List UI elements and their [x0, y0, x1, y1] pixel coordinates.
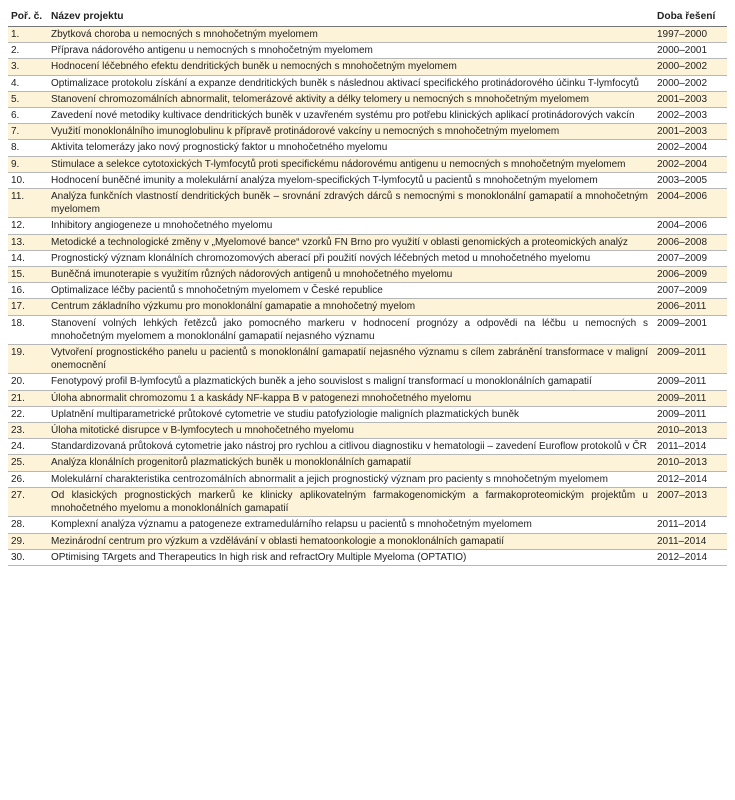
- project-duration: 2006–2009: [654, 267, 727, 283]
- project-name: Od klasických prognostických markerů ke klinicky aplikovatelným farmakogenomickým a farmakoproteomickým projektům u mnohočetného myelomu a monoklonálních gamapatií: [48, 487, 654, 516]
- project-name: Molekulární charakteristika centrozomálních abnormalit a jejich prognostický význam pro pacienty s mnohočetným myelomem: [48, 471, 654, 487]
- project-duration: 2000–2002: [654, 75, 727, 91]
- project-name: Aktivita telomerázy jako nový prognostický faktor u mnohočetného myelomu: [48, 140, 654, 156]
- project-duration: 2007–2009: [654, 250, 727, 266]
- project-name: Inhibitory angiogeneze u mnohočetného myelomu: [48, 218, 654, 234]
- project-name: Uplatnění multiparametrické průtokové cytometrie ve studiu patofyziologie maligních plazmatických buněk: [48, 406, 654, 422]
- header-project-name: Název projektu: [48, 7, 654, 27]
- row-number: 25.: [8, 455, 48, 471]
- project-name: Buněčná imunoterapie s využitím různých nádorových antigenů u mnohočetného myelomu: [48, 267, 654, 283]
- project-name: Metodické a technologické změny v „Myelomové bance“ vzorků FN Brno pro využití v oblasti genomických a proteomických analýz: [48, 234, 654, 250]
- project-name: Analýza funkčních vlastností dendritických buněk – srovnání zdravých dárců s nemocnými s monoklonální gamapatií a mnohočetným myelomem: [48, 189, 654, 218]
- project-name: Fenotypový profil B-lymfocytů a plazmatických buněk a jeho souvislost s maligní transformací u monoklonálních gamapatií: [48, 374, 654, 390]
- project-name: Zbytková choroba u nemocných s mnohočetným myelomem: [48, 27, 654, 43]
- project-duration: 2009–2001: [654, 315, 727, 344]
- row-number: 29.: [8, 533, 48, 549]
- table-row: [8, 423, 727, 439]
- row-number: 2.: [8, 43, 48, 59]
- table-row: [8, 517, 727, 533]
- table-row: [8, 299, 727, 315]
- project-duration: 2004–2006: [654, 218, 727, 234]
- project-duration: 2009–2011: [654, 345, 727, 374]
- table-header-row: [8, 7, 727, 27]
- project-name: Hodnocení léčebného efektu dendritických buněk u nemocných s mnohočetným myelomem: [48, 59, 654, 75]
- project-duration: 2000–2002: [654, 59, 727, 75]
- project-duration: 2011–2014: [654, 517, 727, 533]
- project-duration: 2012–2014: [654, 471, 727, 487]
- table-row: [8, 75, 727, 91]
- project-duration: 2009–2011: [654, 374, 727, 390]
- project-name: Analýza klonálních progenitorů plazmatických buněk u monoklonálních gamapatií: [48, 455, 654, 471]
- project-duration: 2011–2014: [654, 439, 727, 455]
- row-number: 7.: [8, 124, 48, 140]
- project-name: Vytvoření prognostického panelu u pacientů s monoklonální gamapatií nejasného významu s cílem zabránění transformace v maligní onemocnění: [48, 345, 654, 374]
- project-name: Stanovení chromozomálních abnormalit, telomerázové aktivity a délky telomery u nemocných s mnohočetným myelomem: [48, 91, 654, 107]
- row-number: 5.: [8, 91, 48, 107]
- table-row: [8, 471, 727, 487]
- project-duration: 2007–2013: [654, 487, 727, 516]
- row-number: 8.: [8, 140, 48, 156]
- row-number: 13.: [8, 234, 48, 250]
- table-row: [8, 390, 727, 406]
- table-row: [8, 124, 727, 140]
- table-row: [8, 27, 727, 43]
- table-row: [8, 315, 727, 344]
- table-row: [8, 59, 727, 75]
- row-number: 1.: [8, 27, 48, 43]
- row-number: 3.: [8, 59, 48, 75]
- row-number: 16.: [8, 283, 48, 299]
- row-number: 20.: [8, 374, 48, 390]
- table-row: [8, 487, 727, 516]
- row-number: 10.: [8, 172, 48, 188]
- project-duration: 2009–2011: [654, 390, 727, 406]
- header-number: Poř. č.: [8, 7, 48, 27]
- row-number: 21.: [8, 390, 48, 406]
- project-name: Úloha abnormalit chromozomu 1 a kaskády NF-kappa B v patogenezi mnohočetného myelomu: [48, 390, 654, 406]
- project-duration: 2002–2003: [654, 108, 727, 124]
- row-number: 12.: [8, 218, 48, 234]
- project-duration: 2002–2004: [654, 156, 727, 172]
- project-duration: 2000–2001: [654, 43, 727, 59]
- table-row: [8, 374, 727, 390]
- table-row: [8, 455, 727, 471]
- project-name: Zavedení nové metodiky kultivace dendritických buněk v uzavřeném systému pro potřebu klinických aplikací protinádorových vakcín: [48, 108, 654, 124]
- table-row: [8, 156, 727, 172]
- row-number: 9.: [8, 156, 48, 172]
- project-duration: 2002–2004: [654, 140, 727, 156]
- table-row: [8, 250, 727, 266]
- table-row: [8, 91, 727, 107]
- project-name: Komplexní analýza významu a patogeneze extramedulárního relapsu u pacientů s mnohočetným myelomem: [48, 517, 654, 533]
- project-duration: 2001–2003: [654, 91, 727, 107]
- table-row: [8, 345, 727, 374]
- project-name: Úloha mitotické disrupce v B-lymfocytech u mnohočetného myelomu: [48, 423, 654, 439]
- table-row: [8, 218, 727, 234]
- project-name: Standardizovaná průtoková cytometrie jako nástroj pro rychlou a citlivou diagnostiku v hematologii – zavedení Euroflow protokolů v ČR: [48, 439, 654, 455]
- table-row: [8, 172, 727, 188]
- project-name: Využití monoklonálního imunoglobulinu k přípravě protinádorové vakcíny u nemocných s mnohočetným myelomem: [48, 124, 654, 140]
- project-name: Optimalizace léčby pacientů s mnohočetným myelomem v České republice: [48, 283, 654, 299]
- row-number: 28.: [8, 517, 48, 533]
- row-number: 17.: [8, 299, 48, 315]
- row-number: 27.: [8, 487, 48, 516]
- project-name: Stanovení volných lehkých řetězců jako pomocného markeru v hodnocení prognózy a odpovědi na léčbu u nemocných s mnohočetným myelomem a monoklonální gamapatií nejasného významu: [48, 315, 654, 344]
- table-row: [8, 234, 727, 250]
- row-number: 18.: [8, 315, 48, 344]
- project-duration: 2011–2014: [654, 533, 727, 549]
- row-number: 19.: [8, 345, 48, 374]
- project-name: OPtimising TArgets and Therapeutics In high risk and refractOry Multiple Myeloma (OPTATIO): [48, 549, 654, 565]
- table-row: [8, 267, 727, 283]
- row-number: 24.: [8, 439, 48, 455]
- project-duration: 2004–2006: [654, 189, 727, 218]
- table-row: [8, 140, 727, 156]
- project-name: Mezinárodní centrum pro výzkum a vzdělávání v oblasti hematoonkologie a monoklonálních gamapatií: [48, 533, 654, 549]
- project-name: Stimulace a selekce cytotoxických T-lymfocytů proti specifickému nádorovému antigenu u nemocných s mnohočetným myelomem: [48, 156, 654, 172]
- table-row: [8, 406, 727, 422]
- project-duration: 2003–2005: [654, 172, 727, 188]
- table-row: [8, 283, 727, 299]
- row-number: 30.: [8, 549, 48, 565]
- row-number: 15.: [8, 267, 48, 283]
- row-number: 11.: [8, 189, 48, 218]
- project-duration: 2012–2014: [654, 549, 727, 565]
- table-row: [8, 108, 727, 124]
- table-row: [8, 549, 727, 565]
- table-row: [8, 189, 727, 218]
- project-duration: 1997–2000: [654, 27, 727, 43]
- row-number: 6.: [8, 108, 48, 124]
- table-row: [8, 43, 727, 59]
- projects-table: [8, 7, 727, 566]
- project-duration: 2010–2013: [654, 423, 727, 439]
- project-duration: 2010–2013: [654, 455, 727, 471]
- project-name: Centrum základního výzkumu pro monoklonální gamapatie a mnohočetný myelom: [48, 299, 654, 315]
- table-row: [8, 439, 727, 455]
- project-duration: 2001–2003: [654, 124, 727, 140]
- table-row: [8, 533, 727, 549]
- project-name: Optimalizace protokolu získání a expanze dendritických buněk s následnou aktivací specifického protinádorového účinku T-lymfocytů: [48, 75, 654, 91]
- table-body: [8, 27, 727, 566]
- row-number: 14.: [8, 250, 48, 266]
- header-duration: Doba řešení: [654, 7, 727, 27]
- project-duration: 2007–2009: [654, 283, 727, 299]
- project-duration: 2006–2008: [654, 234, 727, 250]
- project-name: Hodnocení buněčné imunity a molekulární analýza myelom-specifických T-lymfocytů u pacientů s mnohočetným myelomem: [48, 172, 654, 188]
- project-duration: 2009–2011: [654, 406, 727, 422]
- row-number: 23.: [8, 423, 48, 439]
- project-name: Příprava nádorového antigenu u nemocných s mnohočetným myelomem: [48, 43, 654, 59]
- project-duration: 2006–2011: [654, 299, 727, 315]
- row-number: 22.: [8, 406, 48, 422]
- row-number: 26.: [8, 471, 48, 487]
- row-number: 4.: [8, 75, 48, 91]
- project-name: Prognostický význam klonálních chromozomových aberací při použití nových léčebných metod u mnohočetného myelomu: [48, 250, 654, 266]
